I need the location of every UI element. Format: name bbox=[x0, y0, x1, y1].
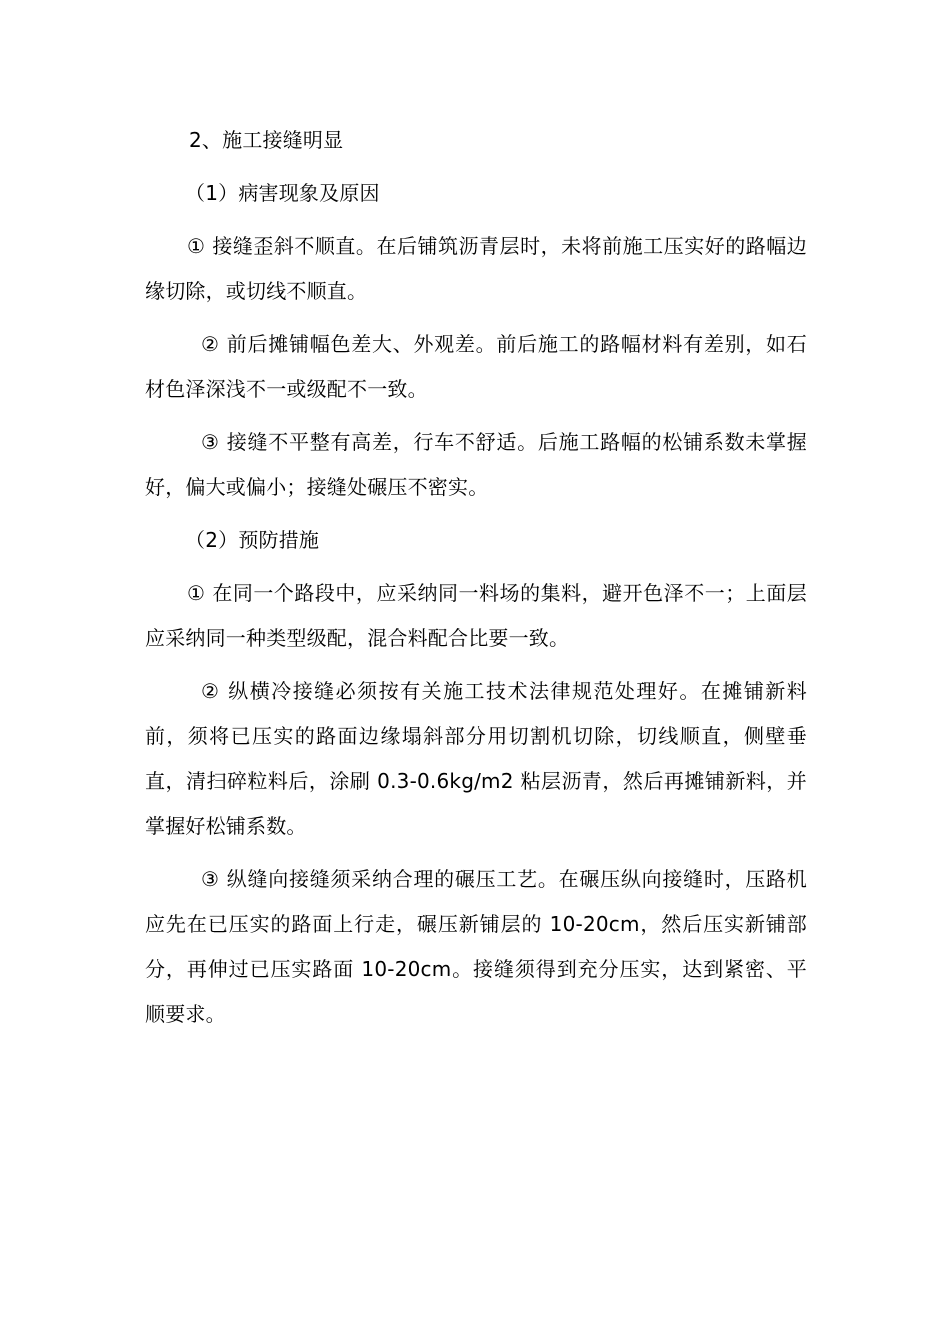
cause-item-1: ① 接缝歪斜不顺直。在后铺筑沥青层时，未将前施工压实好的路幅边缘切除，或切线不顺直。 bbox=[145, 234, 807, 303]
prevention-item-2: ② 纵横冷接缝必须按有关施工技术法律规范处理好。在摊铺新料前，须将已压实的路面边缘塌斜部分用切割机切除，切线顺直，侧壁垂直，清扫碎粒料后，涂刷 0.3-0.6kg/m2 粘层沥青，然后再摊铺新料，并掌握好松铺系数。 bbox=[145, 679, 807, 838]
section-heading: 2、施工接缝明显 bbox=[189, 128, 344, 152]
document-body bbox=[145, 118, 807, 1037]
subsection-title-causes: （1）病害现象及原因 bbox=[185, 181, 380, 205]
subsection-title-prevention: （2）预防措施 bbox=[185, 528, 320, 552]
prevention-item-3: ③ 纵缝向接缝须采纳合理的碾压工艺。在碾压纵向接缝时，压路机应先在已压实的路面上行走，碾压新铺层的 10-20cm，然后压实新铺部分，再伸过已压实路面 10-20cm。接缝须得到充分压实，达到紧密、平顺要求。 bbox=[145, 867, 807, 1026]
prevention-item-1: ① 在同一个路段中，应采纳同一料场的集料，避开色泽不一；上面层应采纳同一种类型级配，混合料配合比要一致。 bbox=[145, 581, 807, 650]
cause-item-3: ③ 接缝不平整有高差，行车不舒适。后施工路幅的松铺系数未掌握好，偏大或偏小；接缝处碾压不密实。 bbox=[145, 430, 807, 499]
cause-item-2: ② 前后摊铺幅色差大、外观差。前后施工的路幅材料有差别，如石材色泽深浅不一或级配不一致。 bbox=[145, 332, 807, 401]
